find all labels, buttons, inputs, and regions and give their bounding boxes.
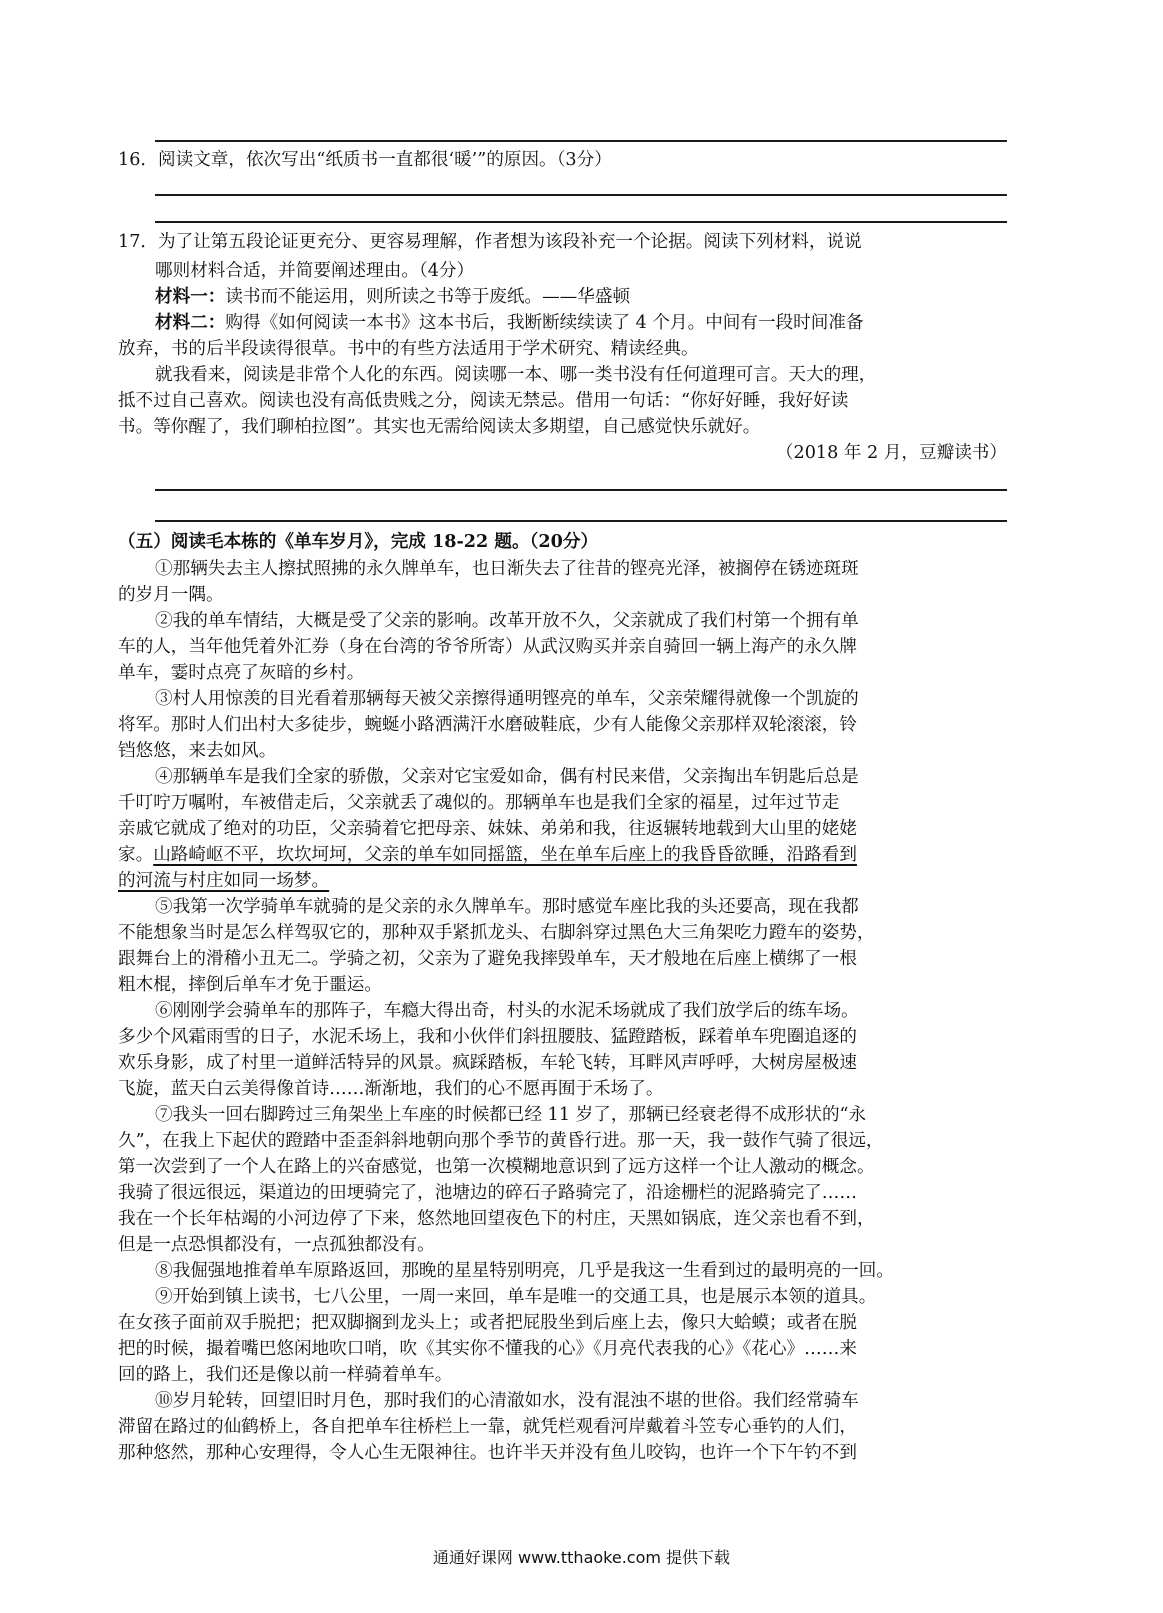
passage-text: 家。 bbox=[118, 845, 154, 865]
answer-line[interactable] bbox=[155, 489, 1007, 491]
page-footer: 通通好课网 www.tthaoke.com 提供下载 bbox=[432, 1548, 731, 1567]
material-2-p2: 抵不过自己喜欢。阅读也没有高低贵贱之分，阅读无禁忌。借用一句话：“你好好睡，我好好读 bbox=[118, 391, 849, 411]
question-16: 16．阅读文章，依次写出“纸质书一直都很‘暖’”的原因。（3分） bbox=[118, 150, 612, 170]
passage-line: ⑧我倔强地推着单车原路返回，那晚的星星特别明亮，几乎是我这一生看到过的最明亮的一回。 bbox=[155, 1261, 894, 1281]
underlined-sentence: 的河流与村庄如同一场梦。 bbox=[118, 871, 330, 891]
material-2-text: 购得《如何阅读一本书》这本书后，我断断续续读了 4 个月。中间有一段时间准备 bbox=[225, 313, 864, 333]
passage-line: ⑩岁月轮转，回望旧时月色，那时我们的心清澈如水，没有混浊不堪的世俗。我们经常骑车 bbox=[155, 1391, 859, 1411]
passage-line: 回的路上，我们还是像以前一样骑着单车。 bbox=[118, 1365, 453, 1385]
material-source: （2018 年 2 月，豆瓣读书） bbox=[775, 443, 1007, 463]
material-2-line2: 放弃，书的后半段读得很草。书中的有些方法适用于学术研究、精读经典。 bbox=[118, 339, 699, 359]
passage-line: ⑤我第一次学骑单车就骑的是父亲的永久牌单车。那时感觉车座比我的头还要高，现在我都 bbox=[155, 897, 859, 917]
passage-line: 我骑了很远很远，渠道边的田埂骑完了，池塘边的碎石子路骑完了，沿途栅栏的泥路骑完了…… bbox=[118, 1183, 857, 1203]
passage-line: 单车，霎时点亮了灰暗的乡村。 bbox=[118, 663, 365, 683]
passage-line: 我在一个长年枯竭的小河边停了下来，悠然地回望夜色下的村庄，天黑如锅底，连父亲也看不到， bbox=[118, 1209, 875, 1229]
passage-line: ⑥刚刚学会骑单车的那阵子，车瘾大得出奇，村头的水泥禾场就成了我们放学后的练车场。 bbox=[155, 1001, 859, 1021]
passage-line: 在女孩子面前双手脱把；把双脚搁到龙头上；或者把屁股坐到后座上去，像只大蛤蟆；或者在脱 bbox=[118, 1313, 857, 1333]
passage-line: 久”，在我上下起伏的蹬踏中歪歪斜斜地朝向那个季节的黄昏行进。那一天，我一鼓作气骑了很远， bbox=[118, 1131, 884, 1151]
passage-line: ⑦我头一回右脚跨过三角架坐上车座的时候都已经 11 岁了，那辆已经衰老得不成形状的“永 bbox=[155, 1105, 867, 1125]
section-5-title: （五）阅读毛本栋的《单车岁月》，完成 18-22 题。（20分） bbox=[118, 531, 599, 552]
material-2 bbox=[155, 309, 864, 337]
question-17-line2: 哪则材料合适，并简要阐述理由。（4分） bbox=[155, 261, 475, 281]
passage-line: ②我的单车情结，大概是受了父亲的影响。改革开放不久，父亲就成了我们村第一个拥有单 bbox=[155, 611, 859, 631]
material-2-label: 材料二： bbox=[155, 312, 226, 333]
underlined-sentence: 山路崎岖不平，坎坎坷坷，父亲的单车如同摇篮，坐在单车后座上的我昏昏欲睡，沿路看到 bbox=[153, 845, 857, 865]
passage-line: 不能想象当时是怎么样驾驭它的，那种双手紧抓龙头、右脚斜穿过黑色大三角架吃力蹬车的姿势， bbox=[118, 923, 875, 943]
material-1-text: 读书而不能运用，则所读之书等于废纸。——华盛顿 bbox=[225, 287, 631, 307]
material-1-label: 材料一： bbox=[155, 286, 226, 307]
passage-line: 千叮咛万嘱咐，车被借走后，父亲就丢了魂似的。那辆单车也是我们全家的福星，过年过节走 bbox=[118, 793, 840, 813]
passage-line: 粗木棍，摔倒后单车才免于噩运。 bbox=[118, 975, 382, 995]
answer-line[interactable] bbox=[155, 520, 1007, 522]
passage-line: ③村人用惊羡的目光看着那辆每天被父亲擦得通明铿亮的单车，父亲荣耀得就像一个凯旋的 bbox=[155, 689, 859, 709]
passage-line: ⑨开始到镇上读书，七八公里，一周一来回，单车是唯一的交通工具，也是展示本领的道具。 bbox=[155, 1287, 877, 1307]
answer-line[interactable] bbox=[155, 221, 1007, 223]
passage-line bbox=[118, 841, 857, 869]
passage-line: 第一次尝到了一个人在路上的兴奋感觉，也第一次模糊地意识到了远方这样一个让人激动的概念。 bbox=[118, 1157, 875, 1177]
passage-line: ④那辆单车是我们全家的骄傲，父亲对它宝爱如命，偶有村民来借，父亲掏出车钥匙后总是 bbox=[155, 767, 859, 787]
material-2-p3: 书。等你醒了，我们聊柏拉图”。其实也无需给阅读太多期望，自己感觉快乐就好。 bbox=[118, 417, 761, 437]
answer-line[interactable] bbox=[155, 140, 1007, 142]
question-17-line1: 17．为了让第五段论证更充分、更容易理解，作者想为该段补充一个论据。阅读下列材料，说说 bbox=[118, 232, 862, 252]
passage-line: 滞留在路过的仙鹤桥上，各自把单车往桥栏上一靠，就凭栏观看河岸戴着斗笠专心垂钓的人们， bbox=[118, 1417, 857, 1437]
passage-line: 车的人，当年他凭着外汇券（身在台湾的爷爷所寄）从武汉购买并亲自骑回一辆上海产的永久牌 bbox=[118, 637, 857, 657]
material-2-p1: 就我看来，阅读是非常个人化的东西。阅读哪一本、哪一类书没有任何道理可言。天大的理， bbox=[155, 365, 877, 385]
material-1 bbox=[155, 283, 630, 311]
passage-line: 把的时候，撮着嘴巴悠闲地吹口哨，吹《其实你不懂我的心》《月亮代表我的心》《花心》……来 bbox=[118, 1339, 857, 1359]
passage-line: 将军。那时人们出村大多徒步，蜿蜒小路洒满汗水磨破鞋底，少有人能像父亲那样双轮滚滚，铃 bbox=[118, 715, 857, 735]
passage-line: 的岁月一隅。 bbox=[118, 585, 224, 605]
passage-line: 多少个风霜雨雪的日子，水泥禾场上，我和小伙伴们斜扭腰肢、猛蹬踏板，踩着单车兜圈追逐的 bbox=[118, 1027, 857, 1047]
passage-line: ①那辆失去主人擦拭照拂的永久牌单车，也日渐失去了往昔的铿亮光泽，被搁停在锈迹斑斑 bbox=[155, 559, 859, 579]
passage-line: 飞旋，蓝天白云美得像首诗……渐渐地，我们的心不愿再囿于禾场了。 bbox=[118, 1079, 664, 1099]
passage-line: 跟舞台上的滑稽小丑无二。学骑之初，父亲为了避免我摔毁单车，天才般地在后座上横绑了一根 bbox=[118, 949, 857, 969]
passage-line: 但是一点恐惧都没有，一点孤独都没有。 bbox=[118, 1235, 435, 1255]
answer-line[interactable] bbox=[155, 194, 1007, 196]
passage-line: 欢乐身影，成了村里一道鲜活特异的风景。疯踩踏板，车轮飞转，耳畔风声呼呼，大树房屋极速 bbox=[118, 1053, 857, 1073]
passage-line: 亲戚它就成了绝对的功臣，父亲骑着它把母亲、妹妹、弟弟和我，往返辗转地载到大山里的姥姥 bbox=[118, 819, 857, 839]
passage-line: 铛悠悠，来去如风。 bbox=[118, 741, 277, 761]
passage-line: 那种悠然，那种心安理得，令人心生无限神往。也许半天并没有鱼儿咬钩，也许一个下午钓不到 bbox=[118, 1443, 857, 1463]
